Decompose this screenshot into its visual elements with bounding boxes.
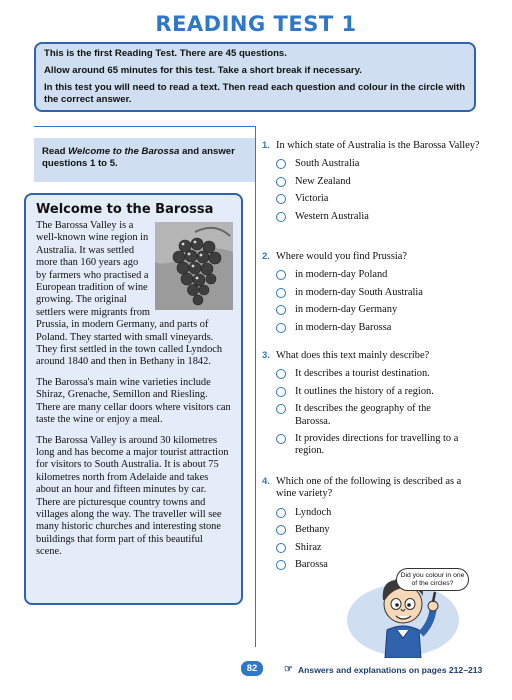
option-row[interactable] [276, 542, 480, 554]
answer-circle[interactable] [276, 525, 286, 535]
answer-circle[interactable] [276, 508, 286, 518]
article-box [24, 193, 243, 605]
answer-circle[interactable] [276, 177, 286, 187]
answer-circle[interactable] [276, 434, 286, 444]
answer-circle[interactable] [276, 323, 286, 333]
option-row[interactable] [276, 193, 480, 205]
option-row[interactable] [276, 322, 480, 334]
question-number: 4. [262, 476, 270, 487]
instruction-text: Read [42, 146, 69, 157]
answer-circle[interactable] [276, 270, 286, 280]
pointing-hand-icon: ☞ [284, 664, 293, 675]
question-1 [262, 140, 480, 223]
question-text: What does this text mainly describe? [276, 350, 430, 361]
option-label: South Australia [295, 158, 360, 170]
option-label: New Zealand [295, 175, 351, 187]
option-label: in modern-day Poland [295, 269, 388, 281]
option-row[interactable] [276, 269, 480, 281]
option-label: Lyndoch [295, 506, 332, 518]
option-row[interactable] [276, 403, 480, 428]
grapes-icon [155, 222, 233, 310]
option-row[interactable] [276, 433, 480, 458]
option-row[interactable] [276, 287, 480, 299]
question-3 [262, 350, 480, 458]
answer-circle[interactable] [276, 404, 286, 414]
question-number: 2. [262, 251, 270, 262]
page-number: 82 [241, 661, 263, 676]
intro-box [34, 42, 476, 112]
option-label: Victoria [295, 193, 329, 205]
answer-circle[interactable] [276, 288, 286, 298]
option-label: It provides directions for travelling to a region. [295, 433, 459, 457]
option-label: It outlines the history of a region. [295, 385, 434, 397]
option-row[interactable] [276, 368, 480, 380]
option-row[interactable] [276, 176, 480, 188]
question-text: Which one of the following is described as a wine variety? [276, 476, 462, 500]
option-label: Barossa [295, 559, 328, 571]
answer-circle[interactable] [276, 305, 286, 315]
answer-circle[interactable] [276, 560, 286, 570]
intro-line: This is the first Reading Test. There are 45 questions. [44, 48, 287, 59]
answer-circle[interactable] [276, 369, 286, 379]
option-label: It describes a tourist destination. [295, 368, 430, 380]
instruction-text: and answer questions 1 to 5. [42, 146, 235, 169]
option-row[interactable] [276, 158, 480, 170]
answer-circle[interactable] [276, 387, 286, 397]
speech-bubble: Did you colour in one of the circles? [396, 568, 469, 591]
divider-horizontal [34, 126, 255, 127]
intro-line: Allow around 65 minutes for this test. Take a short break if necessary. [44, 65, 362, 76]
divider-vertical [255, 126, 256, 647]
article-heading: Welcome to the Barossa [36, 202, 214, 217]
article-paragraph: The Barossa's main wine varieties include Shiraz, Grenache, Semillon and Riesling. There are many cellar doors where visitors can taste the wine or enjoy a meal. [36, 376, 231, 426]
question-text: Where would you find Prussia? [276, 251, 408, 262]
option-label: Bethany [295, 524, 330, 536]
option-label: in modern-day Barossa [295, 321, 392, 333]
grapes-photo [155, 222, 233, 310]
answers-text: Answers and explanations on pages 212–213 [297, 664, 483, 675]
option-row[interactable] [276, 304, 480, 316]
article-paragraph: The Barossa Valley is a well-known wine region in Australia. It was settled more than 160 years ago by farmers who practised a European tradition of wine growing. The original settlers were migrants from Prussia, in modern Germany, and parts of Poland. They started with small vineyards. They first settled in the town called Lyndoch around 1840 and then in Bethany in 1842. [36, 220, 223, 368]
option-label: in modern-day Germany [295, 304, 398, 316]
instruction-title: Welcome to the Barossa [68, 146, 180, 157]
answers-reference [284, 664, 482, 675]
page-title: READING TEST 1 [155, 12, 357, 36]
article-paragraph: The Barossa Valley is around 30 kilometres long and has become a major tourist attraction for visitors to South Australia. It is about 75 kilometres north from Adelaide and takes about an hour and fifteen minutes by car. There are picturesque country towns and villages along the way. The traveller will see many historic churches and interesting stone buildings that form part of this beautiful scene. [36, 434, 229, 558]
question-text: In which state of Australia is the Barossa Valley? [276, 140, 480, 151]
reading-instruction [34, 138, 255, 182]
option-label: Western Australia [295, 210, 369, 222]
option-label: in modern-day South Australia [295, 286, 423, 298]
option-row[interactable] [276, 386, 480, 398]
answer-circle[interactable] [276, 543, 286, 553]
option-label: Shiraz [295, 541, 322, 553]
question-number: 3. [262, 350, 270, 361]
answer-circle[interactable] [276, 159, 286, 169]
option-label: It describes the geography of the Barossa. [295, 403, 431, 427]
option-row[interactable] [276, 507, 480, 519]
option-row[interactable] [276, 211, 480, 223]
intro-line: In this test you will need to read a text. Then read each question and colour in the circle with the correct answer. [44, 82, 466, 105]
question-number: 1. [262, 140, 270, 151]
question-2 [262, 251, 480, 334]
answer-circle[interactable] [276, 212, 286, 222]
answer-circle[interactable] [276, 194, 286, 204]
option-row[interactable] [276, 524, 480, 536]
